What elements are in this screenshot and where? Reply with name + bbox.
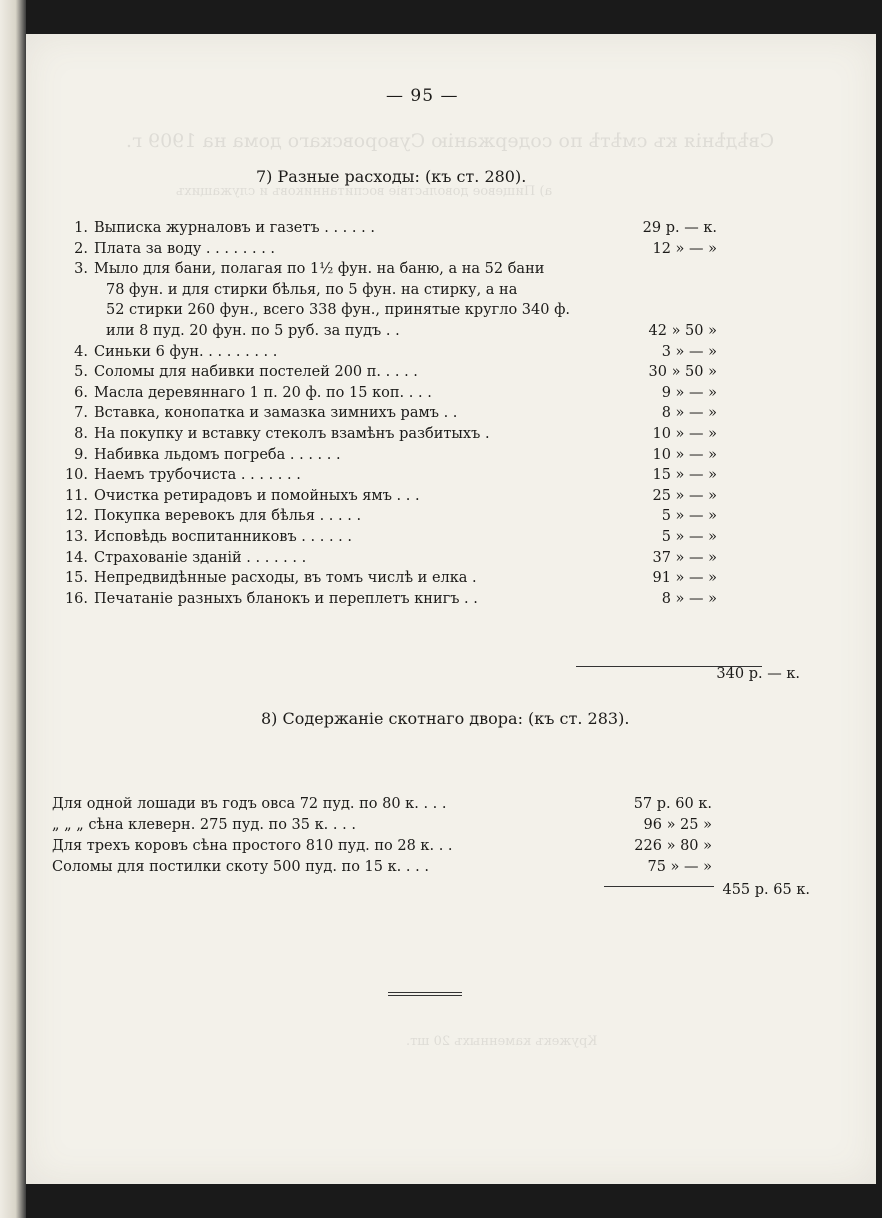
list-item <box>62 405 802 426</box>
section-divider <box>388 992 462 996</box>
item-number: 11. <box>64 487 88 504</box>
list-item <box>62 364 802 385</box>
item-amount: 5 » — » <box>661 508 717 525</box>
page-number: — 95 — <box>386 86 459 106</box>
item-amount: 10 » — » <box>652 446 717 463</box>
item-amount: 15 » — » <box>652 467 717 484</box>
item-text: На покупку и вставку стеколъ взамѣнъ разбитыхъ . <box>94 425 490 442</box>
item-number: 4. <box>74 343 88 360</box>
item-text: Набивка льдомъ погреба . . . . . . <box>94 446 341 463</box>
item-number: 16. <box>64 590 88 607</box>
section-8-total: 455 р. 65 к. <box>722 882 810 898</box>
item-text: 78 фун. и для стирки бѣлья, по 5 фун. на стирку, а на <box>106 281 518 298</box>
item-amount: 30 » 50 » <box>648 364 717 381</box>
item-text: Выписка журналовъ и газетъ . . . . . . <box>94 220 375 236</box>
item-number: 6. <box>74 384 88 401</box>
item-text: Вставка, конопатка и замазка зимнихъ рамъ . . <box>94 405 458 422</box>
item-number: 8. <box>74 425 88 442</box>
item-number: 2. <box>74 240 88 257</box>
item-text: Исповѣдь воспитанниковъ . . . . . . <box>94 528 352 545</box>
item-amount: 8 » — » <box>661 590 717 607</box>
list-item <box>62 261 802 282</box>
item-text: Соломы для набивки постелей 200 п. . . . . <box>94 364 418 381</box>
item-number: 12. <box>64 508 88 525</box>
item-number: 1. <box>74 220 88 236</box>
item-text: „ „ „ сѣна клеверн. 275 пуд. по 35 к. . . . <box>52 817 356 833</box>
item-amount: 9 » — » <box>661 384 717 401</box>
item-text: Непредвидѣнные расходы, въ томъ числѣ и елка . <box>94 570 477 587</box>
item-number: 3. <box>74 261 88 278</box>
item-amount: 75 » — » <box>647 859 712 875</box>
list-item <box>62 344 802 365</box>
item-amount: 42 » 50 » <box>648 322 717 339</box>
item-number: 10. <box>64 467 88 484</box>
list-item <box>62 447 802 468</box>
list-item <box>62 570 802 591</box>
book-spine <box>0 0 26 1218</box>
section-8-items <box>52 796 812 880</box>
section-7-items <box>62 220 802 611</box>
bleed-through-text: Кружекъ каменныхъ 20 шт. <box>406 1034 598 1049</box>
item-text: Для трехъ коровъ сѣна простого 810 пуд. по 28 к. . . <box>52 838 453 854</box>
list-item <box>52 838 812 859</box>
item-text: Мыло для бани, полагая по 1½ фун. на баню, а на 52 бани <box>94 261 545 278</box>
list-item <box>52 796 812 817</box>
list-item <box>62 385 802 406</box>
item-number: 7. <box>74 405 88 422</box>
item-number: 9. <box>74 446 88 463</box>
bleed-through-text: Свѣдѣнія къ смѣтѣ по содержанію Суворовскаго дома на 1909 г. <box>126 130 775 152</box>
item-text: Масла деревяннаго 1 п. 20 ф. по 15 коп. . . . <box>94 384 432 401</box>
item-amount: 226 » 80 » <box>634 838 712 854</box>
item-text: Плата за воду . . . . . . . . <box>94 240 276 257</box>
item-amount: 57 р. 60 к. <box>633 796 712 812</box>
item-text: Страхованіе зданій . . . . . . . <box>94 549 307 566</box>
list-item <box>62 302 802 323</box>
item-amount: 3 » — » <box>661 343 717 360</box>
item-amount: 29 р. — к. <box>642 220 717 236</box>
list-item <box>62 529 802 550</box>
item-number: 15. <box>64 570 88 587</box>
item-text: Печатаніе разныхъ бланокъ и переплетъ книгъ . . <box>94 590 478 607</box>
item-amount: 96 » 25 » <box>643 817 712 833</box>
list-item <box>62 467 802 488</box>
item-number: 5. <box>74 364 88 381</box>
item-amount: 5 » — » <box>661 528 717 545</box>
item-text: Для одной лошади въ годъ овса 72 пуд. по 80 к. . . . <box>52 796 447 812</box>
list-item <box>62 426 802 447</box>
list-item <box>52 817 812 838</box>
item-text: Покупка веревокъ для бѣлья . . . . . <box>94 508 362 525</box>
list-item <box>62 488 802 509</box>
section-7-title: 7) Разные расходы: (къ ст. 280). <box>256 167 527 186</box>
bleed-through-text: а) Пищевое довольствіе воспитанниковъ и служащихъ <box>176 184 553 199</box>
item-text: Наемъ трубочиста . . . . . . . <box>94 467 301 484</box>
item-amount: 10 » — » <box>652 425 717 442</box>
item-text: или 8 пуд. 20 фун. по 5 руб. за пудъ . . <box>106 322 400 339</box>
item-amount: 25 » — » <box>652 487 717 504</box>
item-text: Синьки 6 фун. . . . . . . . . <box>94 343 278 360</box>
item-number: 13. <box>64 528 88 545</box>
document-page <box>26 34 876 1184</box>
list-item <box>62 220 802 241</box>
item-amount: 8 » — » <box>661 405 717 422</box>
list-item <box>62 241 802 262</box>
list-item <box>62 508 802 529</box>
item-text: Очистка ретирадовъ и помойныхъ ямъ . . . <box>94 487 420 504</box>
item-amount: 37 » — » <box>652 549 717 566</box>
list-item <box>62 282 802 303</box>
item-text: Соломы для постилки скоту 500 пуд. по 15 к. . . . <box>52 859 429 875</box>
item-amount: 12 » — » <box>652 240 717 257</box>
section-8-title: 8) Содержаніе скотнаго двора: (къ ст. 283). <box>261 709 630 728</box>
list-item <box>62 550 802 571</box>
list-item <box>52 859 812 880</box>
list-item <box>62 323 802 344</box>
item-number: 14. <box>64 549 88 566</box>
item-text: 52 стирки 260 фун., всего 338 фун., принятые кругло 340 ф. <box>106 302 571 319</box>
item-amount: 91 » — » <box>652 570 717 587</box>
section-7-total: 340 р. — к. <box>716 666 800 682</box>
list-item <box>62 591 802 612</box>
